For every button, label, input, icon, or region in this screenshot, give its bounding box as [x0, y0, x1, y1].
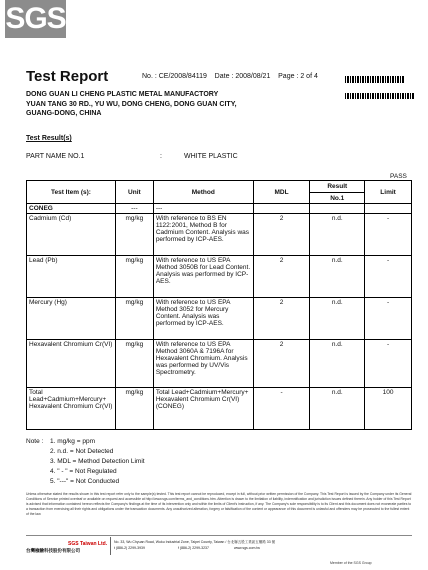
- cell-method: With reference to US EPA Method 3050B for Lead Content. Analysis was performed by ICP-AES.: [153, 256, 253, 298]
- note-item: 2. n.d. = Not Detected: [50, 448, 114, 455]
- cell-limit: -: [365, 298, 412, 340]
- table-row: [27, 214, 412, 256]
- header-mdl: MDL: [253, 181, 310, 204]
- pass-status: PASS: [390, 173, 407, 180]
- footer-divider: [110, 537, 111, 555]
- footer-address: No. 33, Wu Chyuan Road, Wuku Industrial Zone, Taipei County, Taiwan / 台北縣五股工業區五權路 33 號: [114, 540, 276, 544]
- report-date-label: Date :: [214, 73, 234, 80]
- footer-company-name: 台灣檢驗科技股份有限公司: [26, 548, 80, 553]
- footer-phone: t (886-2) 2299-3939: [114, 546, 145, 550]
- cell-method: With reference to US EPA Method 3052 for Mercury Content. Analysis was performed by ICP-AES.: [153, 298, 253, 340]
- header-test-item: Test Item (s):: [27, 181, 116, 204]
- note-item: 5. "---" = Not Conducted: [50, 478, 120, 485]
- cell-mdl: 2: [253, 256, 310, 298]
- cell-unit: mg/kg: [115, 340, 153, 388]
- company-address-line: GUANG-DONG, CHINA: [26, 110, 102, 117]
- table-row: [27, 298, 412, 340]
- cell-mdl: -: [253, 388, 310, 430]
- company-name: DONG GUAN LI CHENG PLASTIC METAL MANUFACTORY: [26, 91, 219, 98]
- cell-mdl: 2: [253, 298, 310, 340]
- report-title: Test Report: [26, 68, 109, 85]
- cell-item: Mercury (Hg): [27, 298, 116, 340]
- cell-method: Total Lead+Cadmium+Mercury+ Hexavalent Chromium Cr(VI) (CONEG): [153, 388, 253, 430]
- note-item: 4. " - " = Not Regulated: [50, 468, 117, 475]
- footer-logo: SGS Taiwan Ltd.: [68, 541, 108, 547]
- company-block: [26, 90, 326, 119]
- cell-limit: -: [365, 214, 412, 256]
- footer-website: www.sgs.com.tw: [234, 546, 260, 550]
- report-reference: [142, 73, 318, 80]
- cell-limit: -: [365, 340, 412, 388]
- cell-item: Cadmium (Cd): [27, 214, 116, 256]
- table-row: [27, 256, 412, 298]
- header-unit: Unit: [115, 181, 153, 204]
- cell-mdl: 2: [253, 214, 310, 256]
- cell-unit: mg/kg: [115, 256, 153, 298]
- page-label: Page :: [278, 73, 299, 80]
- footer-fax: f (886-2) 2299-3237: [178, 546, 209, 550]
- footer-divider: [26, 535, 412, 536]
- member-note: Member of the SGS Group: [330, 561, 372, 565]
- sgs-logo: SGS: [5, 0, 66, 38]
- cell-result: [310, 204, 365, 214]
- notes-block: [26, 437, 226, 487]
- footer: [26, 537, 412, 557]
- cell-item: CONEG: [27, 204, 116, 214]
- cell-result: n.d.: [310, 340, 365, 388]
- cell-method: ---: [153, 204, 253, 214]
- cell-unit: mg/kg: [115, 214, 153, 256]
- note-item: 1. mg/kg = ppm: [50, 438, 95, 445]
- section-title: Test Result(s): [26, 135, 72, 142]
- table-row: [27, 340, 412, 388]
- part-name-value: WHITE PLASTIC: [184, 153, 238, 160]
- report-no: CE/2008/84119: [158, 73, 207, 80]
- cell-mdl: 2: [253, 340, 310, 388]
- note-item: 3. MDL = Method Detection Limit: [50, 458, 145, 465]
- cell-result: n.d.: [310, 256, 365, 298]
- page-number: 2 of 4: [300, 73, 318, 80]
- report-date: 2008/08/21: [235, 73, 271, 80]
- table-row: [27, 388, 412, 430]
- results-table: [26, 180, 412, 430]
- cell-limit: -: [365, 256, 412, 298]
- part-name-colon: :: [160, 153, 162, 160]
- cell-result: n.d.: [310, 298, 365, 340]
- cell-result: n.d.: [310, 388, 365, 430]
- cell-limit: [365, 204, 412, 214]
- cell-unit: mg/kg: [115, 298, 153, 340]
- table-row: [27, 204, 412, 214]
- barcode: [345, 76, 405, 83]
- cell-mdl: [253, 204, 310, 214]
- notes-label: Note :: [26, 438, 44, 445]
- cell-item: Total Lead+Cadmium+Mercury+ Hexavalent Chromium Cr(VI): [27, 388, 116, 430]
- header-result: Result: [310, 181, 365, 193]
- cell-method: With reference to US EPA Method 3060A & 7196A for Hexavalent Chromium. Analysis was performed by UV/Vis Spectrometry.: [153, 340, 253, 388]
- company-address-line: YUAN TANG 30 RD., YU WU, DONG CHENG, DONG GUAN CITY,: [26, 100, 237, 108]
- cell-result: n.d.: [310, 214, 365, 256]
- cell-item: Hexavalent Chromium Cr(VI): [27, 340, 116, 388]
- cell-unit: mg/kg: [115, 388, 153, 430]
- cell-unit: ---: [115, 204, 153, 214]
- header-method: Method: [153, 181, 253, 204]
- cell-item: Lead (Pb): [27, 256, 116, 298]
- header-result-no1: No.1: [310, 193, 365, 204]
- header-limit: Limit: [365, 181, 412, 204]
- disclaimer-text: Unless otherwise stated the results shown in this test report refer only to the sample(s) tested. This test report cannot be reproduced, except in full, without prior written permission of the Company. This Test Report is issued by the Company under its General Conditions of Service printed overleaf or available on request and accessible at http://www.sgs.com/terms_and_conditions.htm. Attention is drawn to the limitation of liability, indemnification and jurisdiction issues defined therein. Any holder of this Test Report is advised that information contained hereon reflects the Company's findings at the time of its intervention only and within the limits of Client's instruction, if any. The Company's sole responsibility is to its Client and this document does not exonerate parties to a transaction from exercising all their rights and obligations under the transaction documents. Any unauthorized alteration, forgery or falsification of the content or appearance of this document is unlawful and offenders may be prosecuted to the fullest extent of the law.: [26, 492, 412, 516]
- barcode: [345, 93, 415, 99]
- cell-limit: 100: [365, 388, 412, 430]
- part-name-label: PART NAME NO.1: [26, 153, 85, 160]
- cell-method: With reference to BS EN 1122:2001, Method B for Cadmium Content. Analysis was performed by ICP-AES.: [153, 214, 253, 256]
- report-no-label: No. :: [142, 73, 157, 80]
